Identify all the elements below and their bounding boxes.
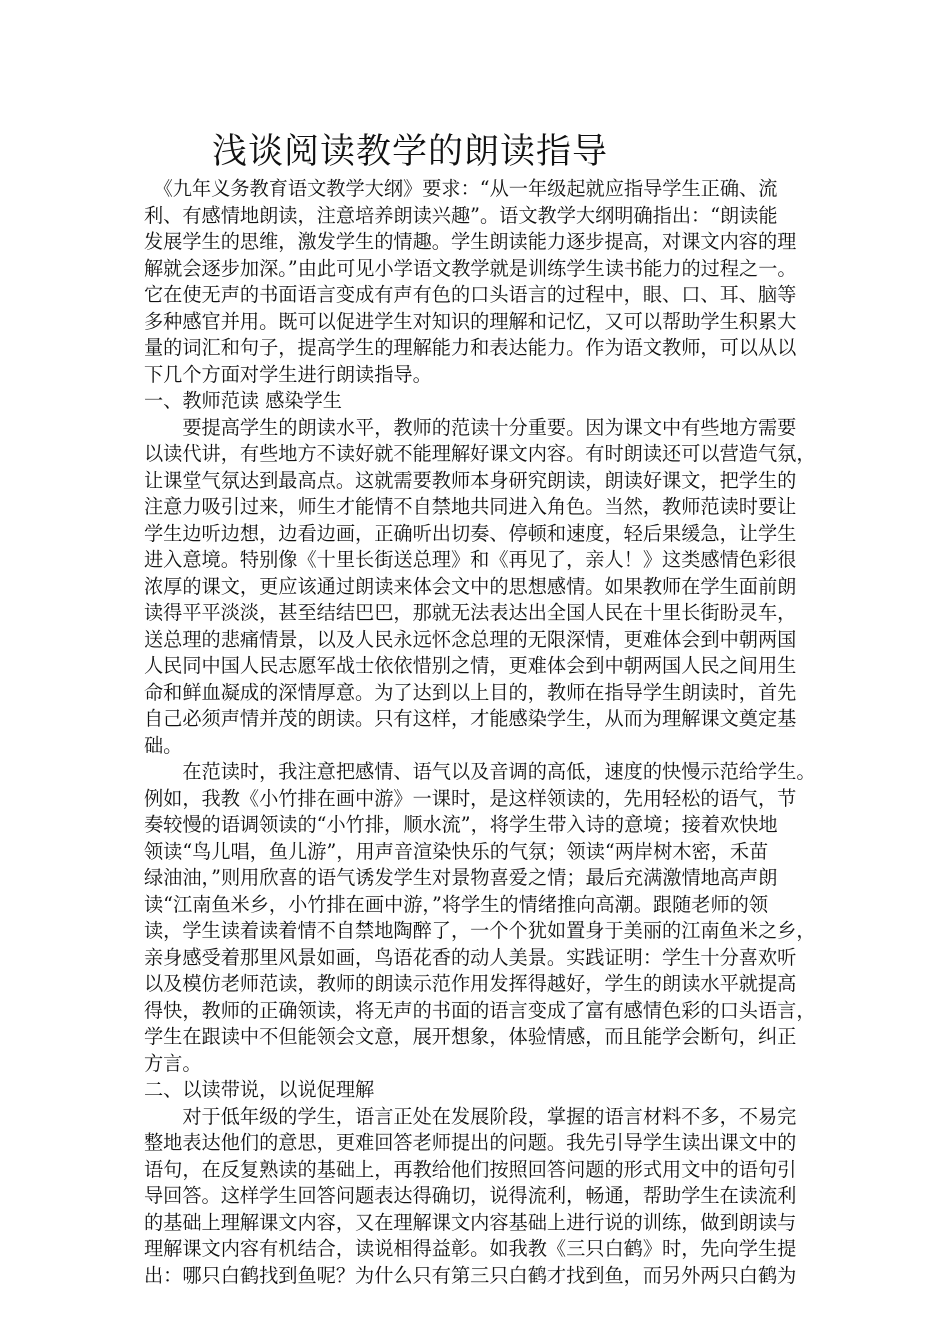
text-line: 《九年义务教育语文教学大纲》要求：“从一年级起就应指导学生正确、流 <box>144 177 778 200</box>
text-line: 二、以读带说，以说促理解 <box>144 1078 375 1101</box>
text-line: 注意力吸引过来，师生才能情不自禁地共同进入角色。当然，教师范读时要让 <box>144 495 797 518</box>
text-line: 语句，在反复熟读的基础上，再教给他们按照回答问题的形式用文中的语句引 <box>144 1157 797 1181</box>
text-line: 解就会逐步加深。”由此可见小学语文教学就是训练学生读书能力的过程之一。 <box>144 256 797 280</box>
text-line: 以及模仿老师范读，教师的朗读示范作用发挥得越好，学生的朗读水平就提高 <box>144 972 797 995</box>
text-line: 人民同中国人民志愿军战士依依惜别之情，更难体会到中朝两国人民之间用生 <box>144 654 797 677</box>
text-line: 导回答。这样学生回答问题表达得确切，说得流利，畅通，帮助学生在读流利 <box>144 1184 797 1207</box>
text-line: 整地表达他们的意思，更难回答老师提出的问题。我先引导学生读出课文中的 <box>144 1131 797 1154</box>
text-line: 理解课文内容有机结合，读说相得益彰。如我教《三只白鹤》时，先向学生提 <box>144 1237 797 1260</box>
text-line: 在范读时，我注意把感情、语气以及音调的高低，速度的快慢示范给学生。 <box>144 760 816 783</box>
text-line: 学生边听边想，边看边画，正确听出切奏、停顿和速度，轻后果缓急，让学生 <box>144 521 797 545</box>
text-line: 方言。 <box>144 1051 202 1075</box>
text-line: 读，学生读着读着情不自禁地陶醉了，一个个犹如置身于美丽的江南鱼米之乡， <box>144 919 816 942</box>
text-line: 量的词汇和句子，提高学生的理解能力和表达能力。作为语文教师，可以从以 <box>144 336 797 359</box>
text-line: 领读“鸟儿唱，鱼儿游”，用声音渲染快乐的气氛；领读“两岸树木密，禾苗 <box>144 839 769 863</box>
text-line: 自己必须声情并茂的朗读。只有这样，才能感染学生，从而为理解课文奠定基 <box>144 707 797 730</box>
text-line: 例如，我教《小竹排在画中游》一课时，是这样领读的，先用轻松的语气，节 <box>144 786 797 810</box>
document-title: 浅谈阅读教学的朗读指导 <box>212 132 609 172</box>
text-line: 它在使无声的书面语言变成有声有色的口头语言的过程中，眼、口、耳、脑等 <box>144 283 797 306</box>
text-line: 以读代讲，有些地方不读好就不能理解好课文内容。有时朗读还可以营造气氛， <box>144 442 816 465</box>
text-line: 发展学生的思维，激发学生的情趣。学生朗读能力逐步提高，对课文内容的理 <box>144 230 797 253</box>
text-line: 对于低年级的学生，语言正处在发展阶段，掌握的语言材料不多，不易完 <box>144 1104 797 1128</box>
text-line: 命和鲜血凝成的深情厚意。为了达到以上目的，教师在指导学生朗读时，首先 <box>144 680 797 704</box>
text-line: 读“江南鱼米乡，小竹排在画中游，”将学生的情绪推向高潮。跟随老师的领 <box>144 892 769 916</box>
text-line: 浓厚的课文，更应该通过朗读来体会文中的思想感情。如果教师在学生面前朗 <box>144 574 797 598</box>
text-line: 出：哪只白鹤找到鱼呢？为什么只有第三只白鹤才找到鱼，而另外两只白鹤为 <box>144 1263 797 1287</box>
text-line: 送总理的悲痛情景，以及人民永远怀念总理的无限深情，更难体会到中朝两国 <box>144 627 797 651</box>
text-line: 多种感官并用。既可以促进学生对知识的理解和记忆，又可以帮助学生积累大 <box>144 309 797 333</box>
text-line: 得快，教师的正确领读，将无声的书面的语言变成了富有感情色彩的口头语言， <box>144 998 816 1022</box>
text-line: 利、有感情地朗读，注意培养朗读兴趣”。语文教学大纲明确指出：“朗读能 <box>144 203 778 227</box>
text-line: 的基础上理解课文内容，又在理解课文内容基础上进行说的训练，做到朗读与 <box>144 1210 797 1234</box>
text-line: 绿油油，”则用欣喜的语气诱发学生对景物喜爱之情；最后充满激情地高声朗 <box>144 866 778 889</box>
text-line: 学生在跟读中不但能领会文意，展开想象，体验情感，而且能学会断句，纠正 <box>144 1025 797 1048</box>
text-line: 亲身感受着那里风景如画，鸟语花香的动人美景。实践证明：学生十分喜欢听 <box>144 945 797 969</box>
document-body <box>144 176 820 1289</box>
text-line: 下几个方面对学生进行朗读指导。 <box>144 362 432 386</box>
text-line: 础。 <box>144 733 183 757</box>
text-line: 要提高学生的朗读水平，教师的范读十分重要。因为课文中有些地方需要 <box>144 415 797 439</box>
text-line: 奏较慢的语调领读的“小竹排，顺水流”，将学生带入诗的意境；接着欢快地 <box>144 813 778 836</box>
text-line: 进入意境。特别像《十里长街送总理》和《再见了，亲人！》这类感情色彩很 <box>144 548 797 571</box>
text-line: 让课堂气氛达到最高点。这就需要教师本身研究朗读，朗读好课文，把学生的 <box>144 468 797 492</box>
text-line: 读得平平淡淡，甚至结结巴巴，那就无法表达出全国人民在十里长街盼灵车， <box>144 601 797 624</box>
text-line: 一、教师范读 感染学生 <box>144 389 342 412</box>
